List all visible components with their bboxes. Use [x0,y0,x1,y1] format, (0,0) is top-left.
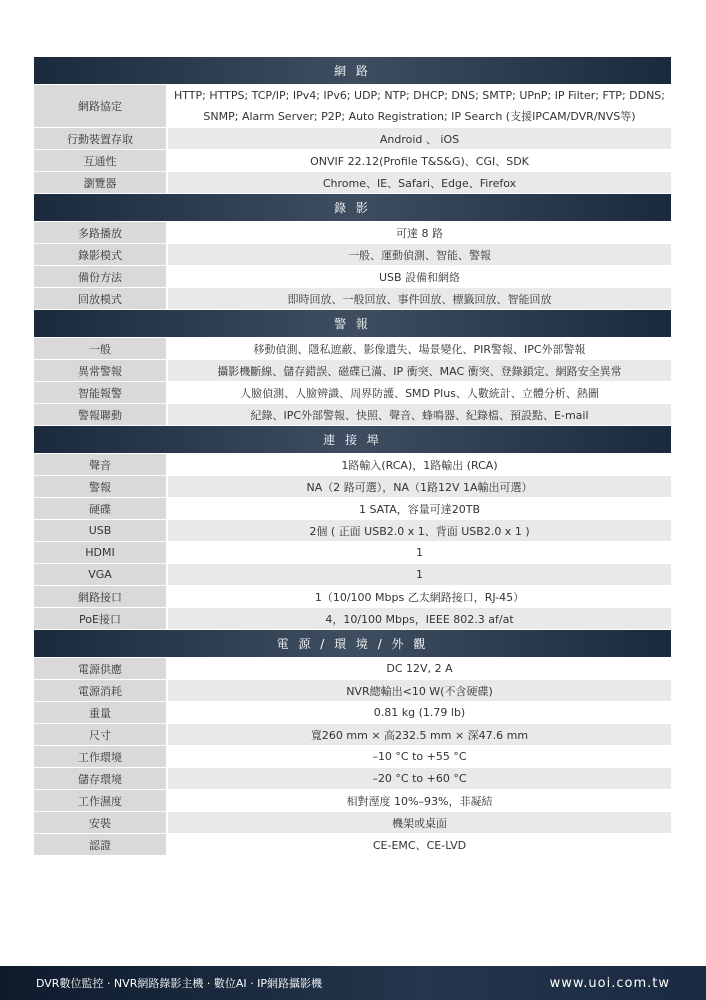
spec-row [34,454,671,476]
spec-value-line: 即時回放、一般回放、事件回放、標籤回放、智能回放 [287,292,552,306]
spec-value-line: 2個 ( 正面 USB2.0 x 1、背面 USB2.0 x 1 ) [309,524,530,538]
spec-row [34,476,671,498]
spec-value [168,222,671,243]
spec-row [34,288,671,310]
spec-label: PoE接口 [34,608,168,629]
spec-label: HDMI [34,542,168,563]
spec-row [34,680,671,702]
spec-value [168,404,671,425]
footer-url[interactable]: www.uoi.com.tw [549,975,670,991]
spec-value-line: USB 設備和網絡 [378,270,461,284]
spec-row [34,338,671,360]
spec-label: 電源消耗 [34,680,168,701]
spec-row [34,790,671,812]
spec-value-line: Android 、 iOS [379,132,460,146]
spec-value [168,128,671,149]
spec-row [34,172,671,194]
spec-label: USB [34,520,168,541]
spec-value [168,172,671,193]
spec-value [168,768,671,789]
spec-row [34,150,671,172]
section-header: 網 路 [34,57,671,85]
spec-value-line: HTTP; HTTPS; TCP/IP; IPv4; IPv6; UDP; NTP; DHCP; DNS; SMTP; UPnP; IP Filter; FTP; DDNS; [173,89,665,102]
spec-value-line: 移動偵測、隱私遮蔽、影像遺失、場景變化、PIR警報、IPC外部警報 [253,342,586,356]
spec-value [168,724,671,745]
section-header: 電 源 / 環 境 / 外 觀 [34,630,671,658]
spec-row [34,702,671,724]
spec-value-line: –20 °C to +60 °C [372,772,467,785]
spec-row [34,586,671,608]
spec-value-line: 攝影機斷線、儲存錯誤、磁碟已滿、IP 衝突、MAC 衝突、登錄鎖定、網路安全異常 [217,364,622,378]
section-header: 連 接 埠 [34,426,671,454]
spec-value-line: NVR總輸出<10 W(不含硬碟) [346,684,493,698]
spec-value [168,542,671,563]
spec-row [34,724,671,746]
spec-row [34,498,671,520]
spec-value-line: 4，10/100 Mbps，IEEE 802.3 af/at [325,612,514,626]
spec-value [168,680,671,701]
spec-row [34,404,671,426]
section-header: 警 報 [34,310,671,338]
spec-row [34,746,671,768]
spec-value [168,746,671,767]
spec-label: 備份方法 [34,266,168,287]
spec-value [168,812,671,833]
spec-value [168,658,671,679]
spec-value-line: 1 SATA，容量可達20TB [358,502,480,516]
spec-value [168,85,671,127]
spec-value [168,244,671,265]
spec-label: 行動裝置存取 [34,128,168,149]
spec-value [168,520,671,541]
spec-value-line: NA（2 路可選），NA（1路12V 1A輸出可選） [306,480,533,494]
spec-row [34,266,671,288]
spec-row [34,520,671,542]
spec-label: 多路播放 [34,222,168,243]
spec-row [34,658,671,680]
spec-label: 尺寸 [34,724,168,745]
spec-label: 一般 [34,338,168,359]
spec-value [168,498,671,519]
spec-value-line: 可達 8 路 [396,226,443,240]
spec-row [34,360,671,382]
spec-label: 智能報警 [34,382,168,403]
spec-row [34,608,671,630]
spec-label: 重量 [34,702,168,723]
spec-label: 異常警報 [34,360,168,381]
spec-row [34,812,671,834]
spec-label: 電源供應 [34,658,168,679]
spec-label: 網路接口 [34,586,168,607]
spec-row [34,222,671,244]
spec-value-line: 機架或桌面 [392,816,447,830]
spec-label: 認證 [34,834,168,855]
spec-value-line: 紀錄、IPC外部警報、快照、聲音、蜂鳴器、紀錄檔、預設點、E-mail [250,408,589,422]
spec-value [168,150,671,171]
spec-value [168,454,671,475]
spec-value-line: CE-EMC、CE-LVD [372,838,467,852]
spec-value [168,834,671,855]
spec-label: 儲存環境 [34,768,168,789]
spec-value [168,382,671,403]
spec-label: 網路協定 [34,85,168,127]
spec-value-line: DC 12V, 2 A [386,662,453,675]
spec-label: 聲音 [34,454,168,475]
spec-row [34,542,671,564]
spec-value [168,790,671,811]
spec-row [34,768,671,790]
spec-value [168,338,671,359]
spec-value [168,702,671,723]
spec-row [34,85,671,128]
spec-label: 工作環境 [34,746,168,767]
spec-value-line: 0.81 kg (1.79 lb) [373,706,466,719]
spec-value-line: ONVIF 22.12(Profile T&S&G)、CGI、SDK [310,154,529,168]
spec-value-line: 相對溼度 10%–93%，非凝結 [346,794,493,808]
spec-label: VGA [34,564,168,585]
footer-categories: DVR數位監控 · NVR網路錄影主機 · 數位AI · IP網路攝影機 [36,977,322,990]
spec-table [34,57,671,856]
section-header: 錄 影 [34,194,671,222]
spec-value-line: 1 [416,546,423,559]
spec-value [168,288,671,309]
footer-bar [0,966,706,1000]
spec-value [168,266,671,287]
spec-label: 互通性 [34,150,168,171]
spec-value [168,360,671,381]
spec-value [168,586,671,607]
spec-row [34,834,671,856]
spec-label: 錄影模式 [34,244,168,265]
spec-row [34,564,671,586]
spec-label: 警報 [34,476,168,497]
spec-value-line: –10 °C to +55 °C [372,750,467,763]
spec-row [34,382,671,404]
spec-label: 硬碟 [34,498,168,519]
spec-row [34,128,671,150]
spec-value [168,564,671,585]
spec-label: 警報聯動 [34,404,168,425]
spec-value-line: 1（10/100 Mbps 乙太網路接口，RJ-45） [314,590,525,604]
spec-value-line: 1路輸入(RCA)，1路輸出 (RCA) [341,458,498,472]
spec-label: 回放模式 [34,288,168,309]
spec-value [168,608,671,629]
spec-row [34,244,671,266]
spec-value-line: 1 [416,568,423,581]
spec-value-line: SNMP; Alarm Server; P2P; Auto Registration; IP Search (支援IPCAM/DVR/NVS等) [203,110,636,123]
spec-value-line: 寬260 mm × 高232.5 mm × 深47.6 mm [310,728,529,742]
spec-value-line: 人臉偵測、人臉辨識、周界防護、SMD Plus、人數統計、立體分析、熱圖 [240,386,599,400]
spec-value-line: Chrome、IE、Safari、Edge、Firefox [322,176,517,190]
spec-value [168,476,671,497]
spec-label: 瀏覽器 [34,172,168,193]
spec-label: 安裝 [34,812,168,833]
spec-value-line: 一般、運動偵測、智能、警報 [348,248,491,262]
spec-label: 工作濕度 [34,790,168,811]
